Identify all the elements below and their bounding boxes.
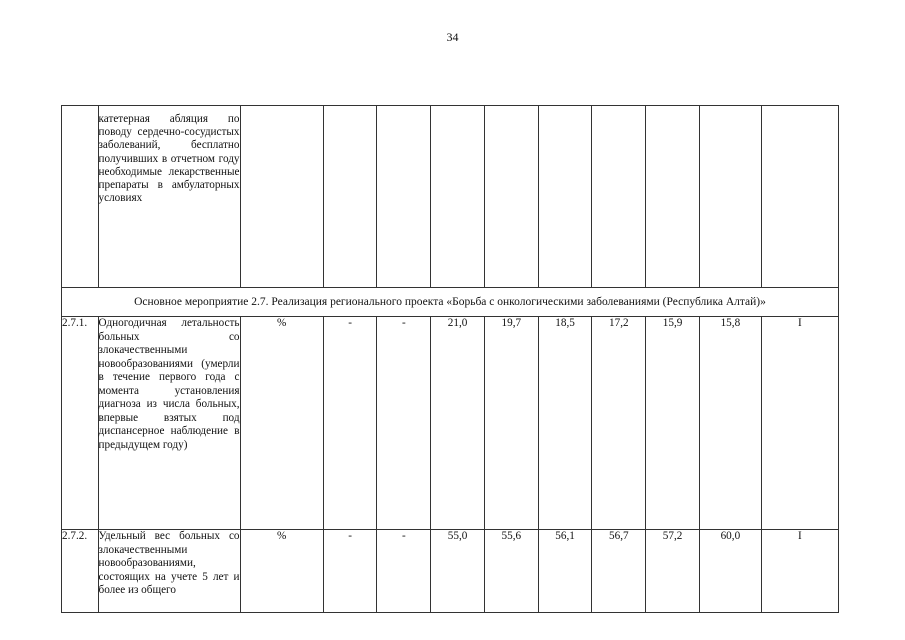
- value-cell: 21,0: [431, 317, 485, 530]
- value-cell: 15,8: [699, 317, 761, 530]
- value-cell: -: [377, 317, 431, 530]
- table-row: [62, 530, 839, 613]
- section-header-row: [62, 288, 839, 317]
- value-cell: 55,6: [484, 530, 538, 613]
- row-number-cell: 2.7.1.: [62, 317, 99, 530]
- value-cell: [377, 106, 431, 288]
- table-row: [62, 106, 839, 288]
- unit-cell: %: [240, 317, 323, 530]
- value-cell: -: [323, 530, 377, 613]
- section-title: Основное мероприятие 2.7. Реализация регионального проекта «Борьба с онкологическими заболеваниями (Республика Алтай)»: [62, 288, 839, 317]
- note-cell: I: [761, 530, 838, 613]
- value-cell: 56,1: [538, 530, 592, 613]
- value-cell: [699, 106, 761, 288]
- page-number: 34: [446, 30, 459, 44]
- indicators-table: [61, 105, 839, 613]
- value-cell: 18,5: [538, 317, 592, 530]
- value-cell: [431, 106, 485, 288]
- indicator-name-cell: Удельный вес больных со злокачественными новообразованиями, состоящих на учете 5 лет и более из общего: [98, 530, 240, 613]
- value-cell: [538, 106, 592, 288]
- value-cell: [323, 106, 377, 288]
- value-cell: -: [323, 317, 377, 530]
- value-cell: 56,7: [592, 530, 646, 613]
- table-row: [62, 317, 839, 530]
- value-cell: [484, 106, 538, 288]
- value-cell: 55,0: [431, 530, 485, 613]
- value-cell: 17,2: [592, 317, 646, 530]
- value-cell: 19,7: [484, 317, 538, 530]
- value-cell: 15,9: [646, 317, 700, 530]
- row-number-cell: [62, 106, 99, 288]
- unit-cell: %: [240, 530, 323, 613]
- indicator-name-cell: катетерная абляция по поводу сердечно-сосудистых заболеваний, бесплатно получивших в отчетном году необходимые лекарственные препараты в амбулаторных условиях: [98, 106, 240, 288]
- value-cell: 60,0: [699, 530, 761, 613]
- value-cell: 57,2: [646, 530, 700, 613]
- indicator-name-cell: Одногодичная летальность больных со злокачественными новообразованиями (умерли в течение первого года с момента установления диагноза из числа больных, впервые взятых под диспансерное наблюдение в предыдущем году): [98, 317, 240, 530]
- row-number-cell: 2.7.2.: [62, 530, 99, 613]
- note-cell: [761, 106, 838, 288]
- value-cell: [646, 106, 700, 288]
- value-cell: -: [377, 530, 431, 613]
- value-cell: [592, 106, 646, 288]
- note-cell: I: [761, 317, 838, 530]
- unit-cell: [240, 106, 323, 288]
